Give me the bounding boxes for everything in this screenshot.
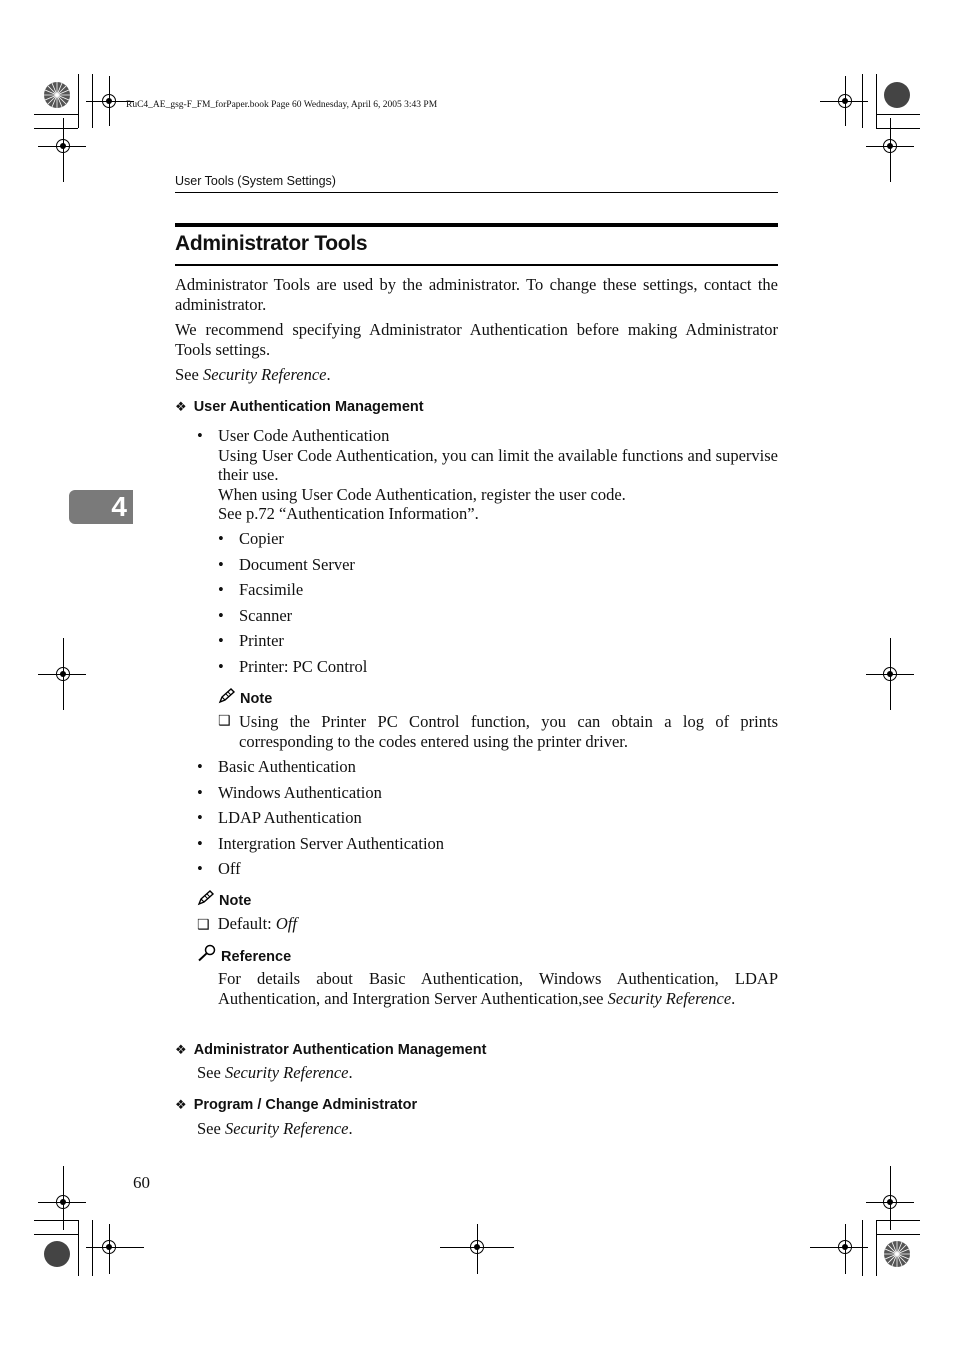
auth-list — [197, 757, 444, 885]
list-item: • Basic Authentication — [197, 757, 356, 776]
registration-disc-icon — [882, 1239, 912, 1269]
chapter-tab — [69, 490, 133, 524]
title-rule-bottom — [175, 264, 778, 266]
list-item: • Windows Authentication — [197, 782, 382, 802]
title-rule-top — [175, 223, 778, 227]
list-item: • Intergration Server Authentication — [197, 833, 445, 853]
sub-list — [218, 529, 367, 683]
list-item: • Copier — [218, 529, 284, 548]
list-item: • Scanner — [218, 605, 293, 625]
pca-heading: ❖ Program / Change Administrator — [175, 1097, 418, 1113]
intro-see-reference: See Security Reference. — [175, 365, 331, 384]
list-item: • User Code Authentication Using User Code Authentication, you can limit the available functions and supervise their use. When using User Code Authentication, register the user code. See p.72 “Authentication Information”. — [197, 426, 778, 523]
page-title: Administrator Tools — [175, 232, 368, 255]
list-item: • Printer: PC Control — [218, 656, 368, 676]
diamond-bullet-icon: ❖ — [175, 1042, 187, 1057]
aam-see-reference: See Security Reference. — [197, 1063, 353, 1082]
chapter-number: 4 — [111, 491, 127, 522]
note-heading: Note — [218, 688, 272, 707]
uam-heading: ❖ User Authentication Management — [175, 399, 424, 415]
list-item: • Document Server — [218, 554, 355, 574]
aam-heading: ❖ Administrator Authentication Management — [175, 1042, 487, 1058]
pencil-note-icon — [197, 890, 215, 906]
list-item: • Off — [197, 859, 241, 879]
page-number: 60 — [133, 1173, 150, 1192]
bullet-icon: • — [197, 426, 203, 445]
note-item: ❑ Default: Off — [197, 914, 297, 933]
note-heading: Note — [197, 890, 251, 909]
list-item: • Printer — [218, 631, 284, 651]
diamond-bullet-icon: ❖ — [175, 399, 187, 414]
intro-paragraph-1: Administrator Tools are used by the administrator. To change these settings, contact the administrator. — [175, 275, 778, 314]
note-item: ❑ Using the Printer PC Control function, you can obtain a log of prints corresponding to the codes entered using the printer driver. — [218, 712, 778, 751]
registration-disc-icon — [42, 80, 72, 110]
checkbox-icon: ❑ — [197, 917, 210, 933]
diamond-bullet-icon: ❖ — [175, 1097, 187, 1112]
list-item: • LDAP Authentication — [197, 808, 362, 828]
checkbox-icon: ❑ — [218, 713, 231, 729]
header-rule — [175, 192, 778, 193]
reference-heading: Reference — [197, 944, 291, 965]
list-item: • Facsimile — [218, 580, 304, 600]
registration-disc-icon — [882, 80, 912, 110]
registration-disc-icon — [42, 1239, 72, 1269]
pencil-note-icon — [218, 688, 236, 704]
running-header: User Tools (System Settings) — [175, 174, 336, 188]
pca-see-reference: See Security Reference. — [197, 1119, 353, 1138]
magnifier-reference-icon — [197, 944, 217, 962]
print-info: RuC4_AE_gsg-F_FM_forPaper.book Page 60 Wednesday, April 6, 2005 3:43 PM — [126, 100, 438, 110]
reference-text: For details about Basic Authentication, Windows Authentication, LDAP Authentication, and Intergration Server Authentication,see Security Reference. — [218, 969, 778, 1008]
intro-paragraph-2: We recommend specifying Administrator Authentication before making Administrator Tools settings. — [175, 320, 778, 359]
